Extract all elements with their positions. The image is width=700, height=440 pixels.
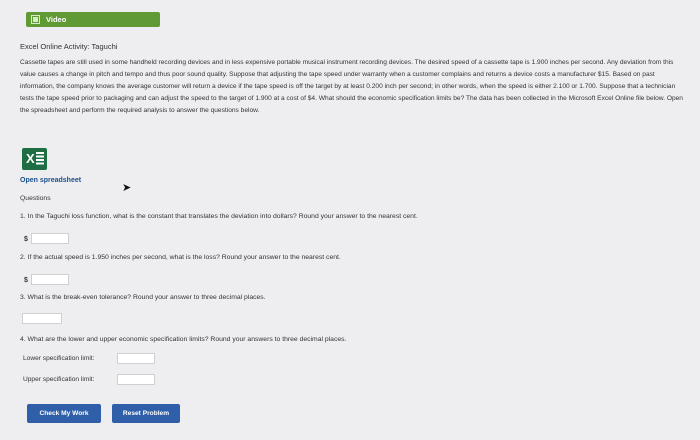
activity-title: Excel Online Activity: Taguchi — [20, 42, 118, 51]
question-1-text: 1. In the Taguchi loss function, what is the constant that translates the deviation into dollars? Round your answer to the nearest cent. — [20, 213, 418, 220]
question-3-answer-input[interactable] — [22, 313, 62, 324]
question-1-dollar-sign: $ — [24, 236, 28, 243]
question-3-text: 3. What is the break-even tolerance? Round your answer to three decimal places. — [20, 294, 266, 301]
open-spreadsheet-link[interactable]: Open spreadsheet — [20, 177, 82, 184]
question-4-text: 4. What are the lower and upper economic specification limits? Round your answers to three decimal places. — [20, 336, 347, 343]
video-icon — [31, 15, 40, 24]
mouse-cursor-icon: ➤ — [122, 182, 132, 194]
check-my-work-button[interactable]: Check My Work — [27, 404, 101, 423]
video-bar[interactable] — [26, 12, 160, 27]
question-1-answer-input[interactable] — [31, 233, 69, 244]
lower-spec-input[interactable] — [117, 353, 155, 364]
question-2-answer-input[interactable] — [31, 274, 69, 285]
question-2-text: 2. If the actual speed is 1.950 inches per second, what is the loss? Round your answer to the nearest cent. — [20, 254, 341, 261]
reset-problem-button[interactable]: Reset Problem — [112, 404, 180, 423]
problem-text: Cassette tapes are still used in some handheld recording devices and in less expensive portable musical instrument recording devices. The desired speed of a cassette tape is 1.900 inches per second. Any deviation from this value causes a change in pitch and tempo and thus poor sound quality. Suppose that adjusting the tape speed under warranty when a customer complains and returns a device costs a manufacturer $15. Based on past information, the company knows the average customer will return a device if the tape speed is off the target by at least 0.200 inch per second; in other words, when the speed is either 2.100 or 1.700. Suppose that a technician tests the tape speed prior to packaging and can adjust the speed to the target of 1.900 at a cost of $4. What should the economic specification limits be? The data has been collected in the Microsoft Excel Online file below. Open the spreadsheet and perform the required analysis to answer the questions below. — [20, 59, 683, 114]
questions-heading: Questions — [20, 195, 51, 202]
video-label: Video — [46, 15, 67, 24]
upper-spec-input[interactable] — [117, 374, 155, 385]
lower-spec-label: Lower specification limit: — [23, 355, 95, 362]
question-2-dollar-sign: $ — [24, 277, 28, 284]
upper-spec-label: Upper specification limit: — [23, 376, 95, 383]
excel-icon[interactable]: X — [22, 148, 47, 170]
